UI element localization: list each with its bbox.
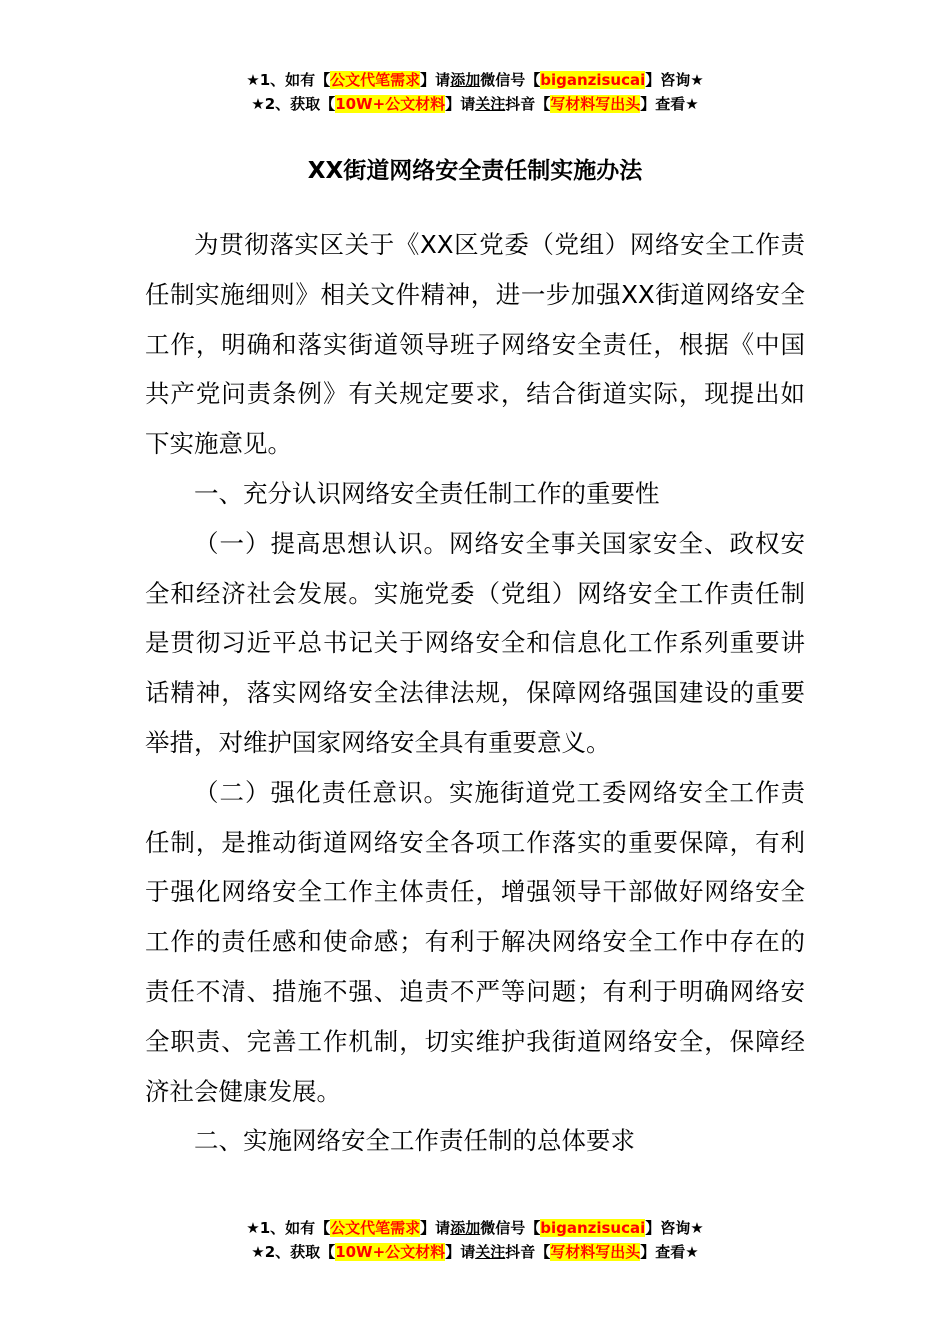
banner-text: ★2、获取【 bbox=[251, 1243, 336, 1261]
footer-banner bbox=[0, 1216, 950, 1264]
banner-underlined: 关注 bbox=[475, 1243, 506, 1261]
banner-underlined: 关注 bbox=[475, 95, 506, 113]
banner-text: 】请 bbox=[420, 1219, 451, 1237]
banner-line-2 bbox=[0, 1240, 950, 1264]
banner-text: 】请 bbox=[445, 95, 476, 113]
banner-line-2 bbox=[0, 92, 950, 116]
banner-text: 】请 bbox=[445, 1243, 476, 1261]
banner-text: 抖音【 bbox=[505, 95, 551, 113]
banner-highlight: 公文代笔需求 bbox=[330, 71, 421, 89]
banner-text: 微信号【 bbox=[480, 1219, 541, 1237]
banner-underlined: 添加 bbox=[450, 71, 481, 89]
banner-highlight: 写材料写出头 bbox=[550, 1243, 641, 1261]
banner-highlight: 公文代笔需求 bbox=[330, 1219, 421, 1237]
banner-text: 】查看★ bbox=[640, 95, 699, 113]
banner-text: ★1、如有【 bbox=[246, 1219, 331, 1237]
banner-line-1 bbox=[0, 68, 950, 92]
header-banner bbox=[0, 68, 950, 116]
paragraph: （二）强化责任意识。实施街道党工委网络安全工作责任制，是推动街道网络安全各项工作落实的重要保障，有利于强化网络安全工作主体责任，增强领导干部做好网络安全工作的责任感和使命感；有利于解决网络安全工作中存在的责任不清、措施不强、追责不严等问题；有利于明确网络安全职责、完善工作机制，切实维护我街道网络安全，保障经济社会健康发展。 bbox=[145, 777, 805, 1106]
banner-highlight: 写材料写出头 bbox=[550, 95, 641, 113]
paragraph: 为贯彻落实区关于《XX区党委（党组）网络安全工作责任制实施细则》相关文件精神，进一步加强XX街道网络安全工作，明确和落实街道领导班子网络安全责任，根据《中国共产党问责条例》有关规定要求，结合街道实际，现提出如下实施意见。 bbox=[145, 230, 805, 459]
section-heading: 二、实施网络安全工作责任制的总体要求 bbox=[194, 1126, 635, 1156]
banner-text: 】咨询★ bbox=[645, 71, 704, 89]
banner-text: 抖音【 bbox=[505, 1243, 551, 1261]
banner-highlight: biganzisucai bbox=[540, 1219, 646, 1237]
banner-text: 】咨询★ bbox=[645, 1219, 704, 1237]
banner-text: 】请 bbox=[420, 71, 451, 89]
banner-highlight: 10W+公文材料 bbox=[335, 95, 446, 113]
section-heading: 一、充分认识网络安全责任制工作的重要性 bbox=[194, 478, 660, 508]
banner-text: ★1、如有【 bbox=[246, 71, 331, 89]
paragraph: （一）提高思想认识。网络安全事关国家安全、政权安全和经济社会发展。实施党委（党组）网络安全工作责任制是贯彻习近平总书记关于网络安全和信息化工作系列重要讲话精神，落实网络安全法律法规，保障网络强国建设的重要举措，对维护国家网络安全具有重要意义。 bbox=[145, 528, 805, 757]
document-title: XX街道网络安全责任制实施办法 bbox=[307, 158, 643, 184]
banner-text: ★2、获取【 bbox=[251, 95, 336, 113]
banner-highlight: 10W+公文材料 bbox=[335, 1243, 446, 1261]
banner-line-1 bbox=[0, 1216, 950, 1240]
document-body bbox=[145, 220, 805, 1166]
banner-text: 】查看★ bbox=[640, 1243, 699, 1261]
banner-underlined: 添加 bbox=[450, 1219, 481, 1237]
banner-highlight: biganzisucai bbox=[540, 71, 646, 89]
banner-text: 微信号【 bbox=[480, 71, 541, 89]
